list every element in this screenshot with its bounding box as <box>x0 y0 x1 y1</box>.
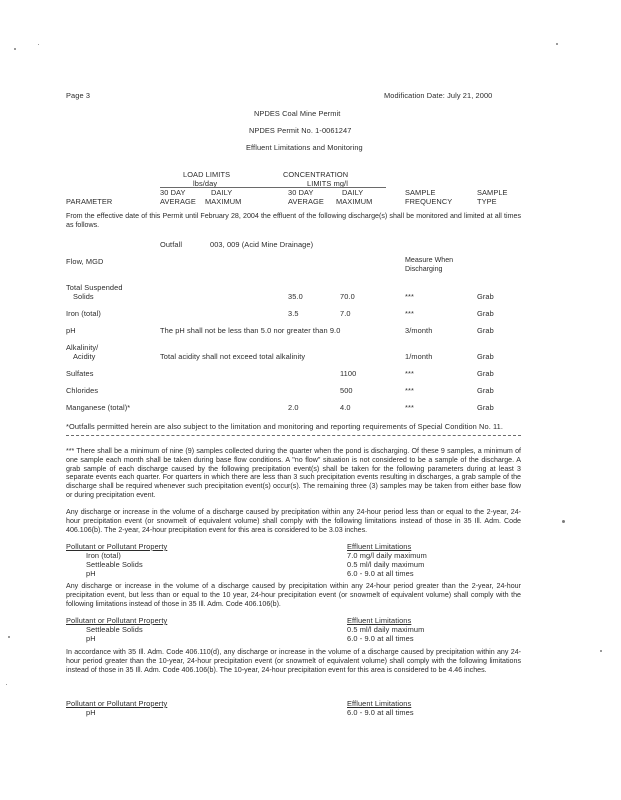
col-load-30day-avg: AVERAGE <box>160 197 196 206</box>
freq-chlorides: *** <box>405 386 414 395</box>
param-tss-1: Total Suspended <box>66 283 123 292</box>
freq-manganese: *** <box>405 403 414 412</box>
list3-item-limit: 6.0 - 9.0 at all times <box>347 708 414 717</box>
freq-iron: *** <box>405 309 414 318</box>
param-alkalinity-2: Acidity <box>73 352 96 361</box>
conc-30day-tss: 35.0 <box>288 292 303 301</box>
param-tss-2: Solids <box>73 292 94 301</box>
list3-item-name: pH <box>86 708 96 717</box>
list1-item-limit: 7.0 mg/l daily maximum <box>347 551 427 560</box>
conc-max-sulfates: 1100 <box>340 369 357 378</box>
list1-item-name: Iron (total) <box>86 551 121 560</box>
type-sulfates: Grab <box>477 369 494 378</box>
conc-max-chlorides: 500 <box>340 386 353 395</box>
col-sample-frequency-2: FREQUENCY <box>405 197 453 206</box>
permit-title: NPDES Coal Mine Permit <box>254 109 341 118</box>
scan-speck <box>38 44 39 45</box>
permit-number: NPDES Permit No. 1-0061247 <box>249 126 352 135</box>
over-ten-year-paragraph: In accordance with 35 Ill. Adm. Code 406.110(d), any discharge or increase in the volume of a discharge caused by precipitation within any 24-hour period greater than the 10-year, 24-hour precipitation event (or snowmelt of equivalent volume) shall comply with the following limitations instead of those in 35 Ill. Adm. Code 406.106(b). The 10-year, 24-hour precipitation event for this area is considered to be 4.46 inches. <box>66 648 521 674</box>
param-sulfates: Sulfates <box>66 369 94 378</box>
note-ph: The pH shall not be less than 5.0 nor greater than 9.0 <box>160 326 341 335</box>
freq-flow: Measure When Discharging <box>405 256 454 273</box>
col-conc-daily-max: MAXIMUM <box>336 197 373 206</box>
col-conc-30day: 30 DAY <box>288 188 314 197</box>
list2-item-limit: 6.0 - 9.0 at all times <box>347 634 414 643</box>
conc-max-iron: 7.0 <box>340 309 351 318</box>
list2-item-name: pH <box>86 634 96 643</box>
page-number: Page 3 <box>66 91 91 100</box>
param-chlorides: Chlorides <box>66 386 99 395</box>
table-bottom-rule <box>66 435 521 436</box>
conc-30day-iron: 3.5 <box>288 309 299 318</box>
freq-ph: 3/month <box>405 326 433 335</box>
conc-max-manganese: 4.0 <box>340 403 351 412</box>
conc-30day-manganese: 2.0 <box>288 403 299 412</box>
sampling-paragraph: *** There shall be a minimum of nine (9) samples collected during the quarter when the pond is discharging. Of these 9 samples, a minimum of one sample each month shall be taken during base flow conditions. A "no flow" situation is not considered to be a sample of the discharge. A grab sample of each discharge caused by the following precipitation event(s) shall be taken for the following parameters during at least 3 separate events each quarter. For quarters in which there are less than 3 such precipitation events resulting in discharges, a grab sample of the discharge shall be required whenever such precipitation event(s) occur(s). The remaining three (3) samples may be taken from either base flow or during precipitation event. <box>66 447 521 499</box>
list1-item-limit: 6.0 - 9.0 at all times <box>347 569 414 578</box>
list1-item-name: pH <box>86 569 96 578</box>
col-sample-type-2: TYPE <box>477 197 497 206</box>
param-manganese: Manganese (total)* <box>66 403 131 412</box>
concentration-units: LIMITS mg/l <box>307 179 348 188</box>
type-iron: Grab <box>477 309 494 318</box>
list2-item-limit: 0.5 ml/l daily maximum <box>347 625 425 634</box>
scan-speck <box>6 684 7 685</box>
param-iron: Iron (total) <box>66 309 101 318</box>
type-alkalinity: Grab <box>477 352 494 361</box>
intro-paragraph: From the effective date of this Permit until February 28, 2004 the effluent of the following discharge(s) shall be monitored and limited at all times as follows. <box>66 212 521 229</box>
list2-heading-right: Effluent Limitations <box>347 616 412 625</box>
list3-heading-right: Effluent Limitations <box>347 699 412 708</box>
scan-speck <box>600 650 602 652</box>
freq-tss: *** <box>405 292 414 301</box>
col-sample-frequency-1: SAMPLE <box>405 188 436 197</box>
outfall-value: 003, 009 (Acid Mine Drainage) <box>210 240 314 249</box>
scan-speck <box>14 48 16 50</box>
scan-speck <box>562 520 565 523</box>
list2-item-name: Settleable Solids <box>86 625 143 634</box>
param-ph: pH <box>66 326 76 335</box>
conc-max-tss: 70.0 <box>340 292 355 301</box>
list1-item-name: Settleable Solids <box>86 560 143 569</box>
list1-heading-left: Pollutant or Pollutant Property <box>66 542 168 551</box>
type-tss: Grab <box>477 292 494 301</box>
type-manganese: Grab <box>477 403 494 412</box>
list3-heading-left: Pollutant or Pollutant Property <box>66 699 168 708</box>
ten-year-event-paragraph: Any discharge or increase in the volume of a discharge caused by precipitation within any 24-hour period greater than the 2-year, 24-hour precipitation event, but less than or equal to the 10 year, 24-hour precipitation event (or snowmelt of equivalent volume) shall comply with the following limitations instead of those in 35 Ill. Adm. Code 406.106(b). <box>66 582 521 608</box>
two-year-event-paragraph: Any discharge or increase in the volume of a discharge caused by precipitation within any 24-hour period less than or equal to the 2-year, 24-hour precipitation event (or snowmelt of equivalent volume) shall comply with the following limitations instead of those in 35 Ill. Adm. Code 406.106(b). The 2-year, 24-hour precipitation event for this area is considered to be 3.03 inches. <box>66 508 521 534</box>
type-ph: Grab <box>477 326 494 335</box>
concentration-heading: CONCENTRATION <box>283 170 349 179</box>
list1-item-limit: 0.5 ml/l daily maximum <box>347 560 425 569</box>
list2-heading-left: Pollutant or Pollutant Property <box>66 616 168 625</box>
modification-date: Modification Date: July 21, 2000 <box>384 91 493 100</box>
param-flow: Flow, MGD <box>66 257 104 266</box>
section-title: Effluent Limitations and Monitoring <box>246 143 363 152</box>
param-alkalinity-1: Alkalinity/ <box>66 343 99 352</box>
note-alkalinity: Total acidity shall not exceed total alkalinity <box>160 352 306 361</box>
outfall-footnote: *Outfalls permitted herein are also subject to the limitation and monitoring and reporting requirements of Special Condition No. 11. <box>66 422 504 431</box>
col-load-daily: DAILY <box>211 188 233 197</box>
type-chlorides: Grab <box>477 386 494 395</box>
col-parameter: PARAMETER <box>66 197 113 206</box>
col-conc-daily: DAILY <box>342 188 364 197</box>
scan-speck <box>8 636 10 638</box>
col-conc-30day-avg: AVERAGE <box>288 197 324 206</box>
outfall-label: Outfall <box>160 240 183 249</box>
list1-heading-right: Effluent Limitations <box>347 542 412 551</box>
col-sample-type-1: SAMPLE <box>477 188 508 197</box>
col-load-daily-max: MAXIMUM <box>205 197 242 206</box>
freq-alkalinity: 1/month <box>405 352 433 361</box>
load-limits-units: lbs/day <box>193 179 218 188</box>
scan-speck <box>556 43 558 45</box>
freq-sulfates: *** <box>405 369 414 378</box>
col-load-30day: 30 DAY <box>160 188 186 197</box>
load-limits-heading: LOAD LIMITS <box>183 170 231 179</box>
